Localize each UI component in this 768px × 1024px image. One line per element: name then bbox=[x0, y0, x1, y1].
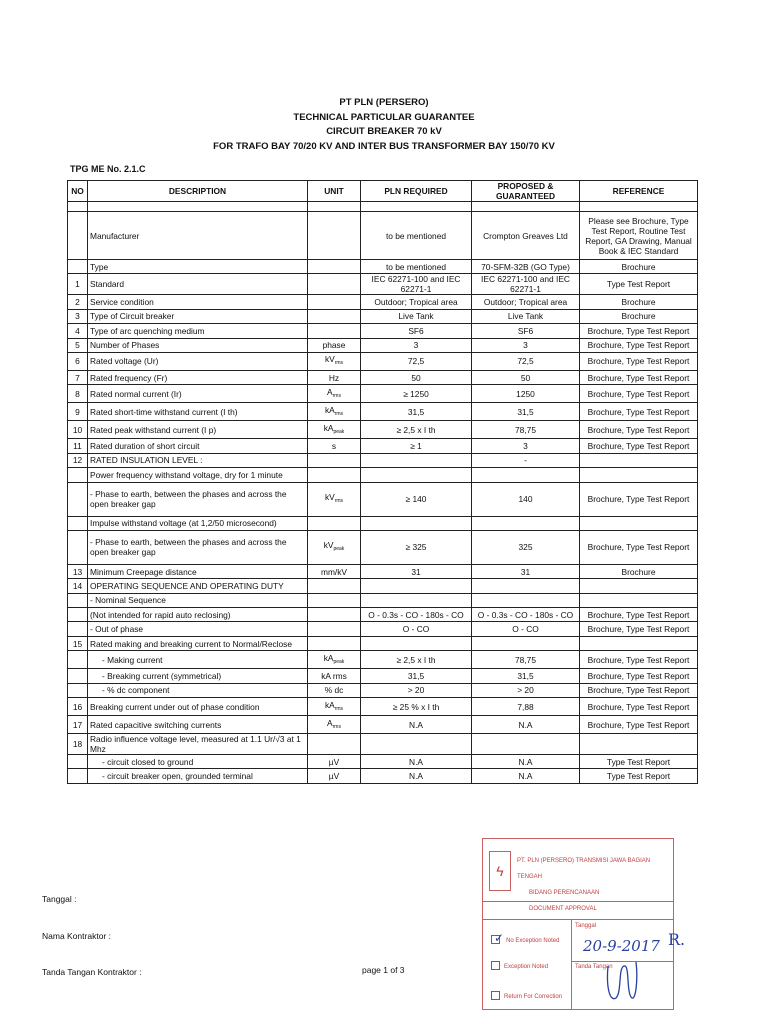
cell-pln-required: N.A bbox=[361, 769, 472, 783]
cell-unit bbox=[308, 260, 361, 274]
cell-proposed: O - CO bbox=[472, 622, 580, 636]
cell-pln-required: SF6 bbox=[361, 324, 472, 338]
stamp-divider bbox=[571, 919, 572, 1009]
cell-pln-required: > 20 bbox=[361, 683, 472, 697]
table-row bbox=[68, 716, 698, 734]
cell-reference: Brochure, Type Test Report bbox=[580, 324, 698, 338]
col-reference: REFERENCE bbox=[580, 181, 698, 202]
cell-unit bbox=[308, 593, 361, 607]
table-row bbox=[68, 698, 698, 716]
cell-reference: Type Test Report bbox=[580, 274, 698, 295]
cell-reference: Brochure, Type Test Report bbox=[580, 683, 698, 697]
cell-unit: $A_{rms}$ bbox=[308, 716, 361, 734]
cell-unit: $kV_{rms}$ bbox=[308, 352, 361, 370]
table-row bbox=[68, 295, 698, 309]
stamp-option-return: Return For Correction bbox=[491, 991, 562, 1000]
stamp-tanggal-label: Tanggal bbox=[575, 923, 597, 929]
cell-reference: Brochure, Type Test Report bbox=[580, 421, 698, 439]
cell-reference bbox=[580, 579, 698, 593]
table-row bbox=[68, 468, 698, 482]
cell-unit: s bbox=[308, 439, 361, 453]
cell-proposed: 70-SFM-32B (GO Type) bbox=[472, 260, 580, 274]
cell-reference: Brochure, Type Test Report bbox=[580, 651, 698, 669]
cell-pln-required: 3 bbox=[361, 338, 472, 352]
cell-proposed bbox=[472, 202, 580, 212]
cell-description: OPERATING SEQUENCE AND OPERATING DUTY bbox=[88, 579, 308, 593]
cell-description: Breaking current under out of phase condition bbox=[88, 698, 308, 716]
cell-description: Rated making and breaking current to Normal/Reclose bbox=[88, 636, 308, 650]
cell-description: - Phase to earth, between the phases and across the open breaker gap bbox=[88, 482, 308, 516]
stamp-option-no-exception: ✓ No Exception Noted bbox=[491, 931, 559, 945]
cell-no: 6 bbox=[68, 352, 88, 370]
cell-description: Type of arc quenching medium bbox=[88, 324, 308, 338]
cell-description: - % dc component bbox=[88, 683, 308, 697]
cell-no: 11 bbox=[68, 439, 88, 453]
cell-no: 13 bbox=[68, 564, 88, 578]
cell-pln-required: 31 bbox=[361, 564, 472, 578]
cell-reference bbox=[580, 202, 698, 212]
cell-proposed: Outdoor; Tropical area bbox=[472, 295, 580, 309]
cell-unit bbox=[308, 274, 361, 295]
cell-unit: mm/kV bbox=[308, 564, 361, 578]
cell-proposed: IEC 62271-100 and IEC 62271-1 bbox=[472, 274, 580, 295]
cell-unit: $kV_{rms}$ bbox=[308, 482, 361, 516]
cell-reference: Brochure, Type Test Report bbox=[580, 530, 698, 564]
cell-proposed: 50 bbox=[472, 370, 580, 384]
cell-pln-required bbox=[361, 636, 472, 650]
cell-description: Rated duration of short circuit bbox=[88, 439, 308, 453]
cell-unit: % dc bbox=[308, 683, 361, 697]
stamp-divider bbox=[483, 919, 673, 920]
cell-proposed bbox=[472, 579, 580, 593]
cell-reference: Brochure, Type Test Report bbox=[580, 439, 698, 453]
cell-pln-required: 31,5 bbox=[361, 669, 472, 683]
cell-proposed: 31,5 bbox=[472, 669, 580, 683]
table-row bbox=[68, 734, 698, 755]
cell-proposed: 31 bbox=[472, 564, 580, 578]
cell-pln-required: ≥ 325 bbox=[361, 530, 472, 564]
table-header-row bbox=[68, 181, 698, 202]
cell-unit: phase bbox=[308, 338, 361, 352]
cell-no bbox=[68, 530, 88, 564]
cell-proposed: 140 bbox=[472, 482, 580, 516]
cell-no bbox=[68, 755, 88, 769]
cell-proposed: O - 0.3s - CO - 180s - CO bbox=[472, 608, 580, 622]
cell-pln-required bbox=[361, 453, 472, 467]
approval-stamp bbox=[482, 838, 674, 1010]
table-row bbox=[68, 370, 698, 384]
cell-reference: Brochure, Type Test Report bbox=[580, 352, 698, 370]
table-row bbox=[68, 403, 698, 421]
cell-no bbox=[68, 260, 88, 274]
cell-no: 12 bbox=[68, 453, 88, 467]
table-row bbox=[68, 683, 698, 697]
stamp-org-line1: PT. PLN (PERSERO) TRANSMISI JAWA BAGIAN TENGAH bbox=[517, 858, 651, 880]
cell-no bbox=[68, 683, 88, 697]
cell-pln-required: 50 bbox=[361, 370, 472, 384]
cell-reference: Brochure, Type Test Report bbox=[580, 608, 698, 622]
checkbox-icon bbox=[491, 961, 500, 970]
cell-no: 7 bbox=[68, 370, 88, 384]
cell-reference: Brochure, Type Test Report bbox=[580, 622, 698, 636]
table-row bbox=[68, 622, 698, 636]
table-row bbox=[68, 338, 698, 352]
cell-pln-required: IEC 62271-100 and IEC 62271-1 bbox=[361, 274, 472, 295]
col-unit: UNIT bbox=[308, 181, 361, 202]
footer-nama-kontraktor: Nama Kontraktor : bbox=[42, 931, 111, 941]
table-row bbox=[68, 309, 698, 323]
cell-proposed: 78,75 bbox=[472, 651, 580, 669]
col-pln-required: PLN REQUIRED bbox=[361, 181, 472, 202]
cell-proposed: 325 bbox=[472, 530, 580, 564]
cell-pln-required: ≥ 2,5 x I th bbox=[361, 421, 472, 439]
cell-unit bbox=[308, 212, 361, 260]
table-row bbox=[68, 212, 698, 260]
table-row bbox=[68, 579, 698, 593]
table-row bbox=[68, 202, 698, 212]
cell-no: 2 bbox=[68, 295, 88, 309]
cell-proposed: 3 bbox=[472, 338, 580, 352]
cell-proposed: 1250 bbox=[472, 385, 580, 403]
cell-proposed bbox=[472, 593, 580, 607]
stamp-date: 20-9-2017 bbox=[583, 937, 660, 955]
cell-pln-required: Live Tank bbox=[361, 309, 472, 323]
table-row bbox=[68, 260, 698, 274]
cell-pln-required bbox=[361, 579, 472, 593]
cell-description: Type of Circuit breaker bbox=[88, 309, 308, 323]
cell-unit: Hz bbox=[308, 370, 361, 384]
header-company: PT PLN (PERSERO) bbox=[339, 97, 429, 108]
table-row bbox=[68, 593, 698, 607]
cell-description: Rated capacitive switching currents bbox=[88, 716, 308, 734]
cell-unit bbox=[308, 579, 361, 593]
cell-proposed: - bbox=[472, 453, 580, 467]
col-proposed: PROPOSED & GUARANTEED bbox=[472, 181, 580, 202]
header-doc-type: TECHNICAL PARTICULAR GUARANTEE bbox=[293, 111, 475, 123]
table-row bbox=[68, 439, 698, 453]
cell-reference: Brochure, Type Test Report bbox=[580, 669, 698, 683]
table-row bbox=[68, 274, 698, 295]
cell-no: 15 bbox=[68, 636, 88, 650]
table-row bbox=[68, 385, 698, 403]
cell-no: 10 bbox=[68, 421, 88, 439]
stamp-org bbox=[517, 853, 673, 917]
table-row bbox=[68, 564, 698, 578]
cell-pln-required: O - 0.3s - CO - 180s - CO bbox=[361, 608, 472, 622]
cell-pln-required: Outdoor; Tropical area bbox=[361, 295, 472, 309]
cell-unit: $kA_{rms}$ bbox=[308, 403, 361, 421]
cell-reference: Please see Brochure, Type Test Report, Routine Test Report, GA Drawing, Manual Book & IEC Standard bbox=[580, 212, 698, 260]
cell-pln-required: 72,5 bbox=[361, 352, 472, 370]
cell-unit: µV bbox=[308, 755, 361, 769]
cell-no: 5 bbox=[68, 338, 88, 352]
cell-unit bbox=[308, 202, 361, 212]
cell-reference bbox=[580, 453, 698, 467]
cell-proposed: 7,88 bbox=[472, 698, 580, 716]
handwritten-mark: R. bbox=[668, 930, 686, 949]
cell-description: Standard bbox=[88, 274, 308, 295]
cell-no: 9 bbox=[68, 403, 88, 421]
checkmark-icon: ✓ bbox=[494, 931, 505, 945]
stamp-ttd-label: Tanda Tangan bbox=[575, 964, 613, 970]
cell-no: 1 bbox=[68, 274, 88, 295]
cell-reference: Brochure, Type Test Report bbox=[580, 385, 698, 403]
cell-unit: kA rms bbox=[308, 669, 361, 683]
cell-description: Number of Phases bbox=[88, 338, 308, 352]
cell-proposed bbox=[472, 636, 580, 650]
cell-reference: Brochure bbox=[580, 295, 698, 309]
doc-number: TPG ME No. 2.1.C bbox=[70, 164, 146, 174]
cell-proposed bbox=[472, 468, 580, 482]
cell-description: - Nominal Sequence bbox=[88, 593, 308, 607]
table-row bbox=[68, 530, 698, 564]
cell-proposed: > 20 bbox=[472, 683, 580, 697]
cell-unit bbox=[308, 608, 361, 622]
cell-description: Rated frequency (Fr) bbox=[88, 370, 308, 384]
cell-proposed: 72,5 bbox=[472, 352, 580, 370]
cell-reference: Brochure bbox=[580, 309, 698, 323]
cell-pln-required: ≥ 1 bbox=[361, 439, 472, 453]
cell-no: 4 bbox=[68, 324, 88, 338]
cell-no: 16 bbox=[68, 698, 88, 716]
cell-description: - circuit breaker open, grounded terminal bbox=[88, 769, 308, 783]
col-description: DESCRIPTION bbox=[88, 181, 308, 202]
cell-unit: $kV_{peak}$ bbox=[308, 530, 361, 564]
cell-proposed: 3 bbox=[472, 439, 580, 453]
table-row bbox=[68, 516, 698, 530]
cell-proposed: 78,75 bbox=[472, 421, 580, 439]
cell-description: Type bbox=[88, 260, 308, 274]
pln-logo-icon: ϟ bbox=[489, 851, 511, 891]
cell-proposed: Crompton Greaves Ltd bbox=[472, 212, 580, 260]
cell-unit bbox=[308, 295, 361, 309]
cell-pln-required: ≥ 1250 bbox=[361, 385, 472, 403]
table-row bbox=[68, 769, 698, 783]
cell-description: - Breaking current (symmetrical) bbox=[88, 669, 308, 683]
cell-description: RATED INSULATION LEVEL : bbox=[88, 453, 308, 467]
cell-description: Power frequency withstand voltage, dry for 1 minute bbox=[88, 468, 308, 482]
header-equipment: CIRCUIT BREAKER 70 kV bbox=[326, 126, 442, 137]
cell-description: Rated short-time withstand current (I th) bbox=[88, 403, 308, 421]
cell-reference: Type Test Report bbox=[580, 769, 698, 783]
cell-pln-required: ≥ 25 % x I th bbox=[361, 698, 472, 716]
cell-no: 3 bbox=[68, 309, 88, 323]
cell-unit bbox=[308, 516, 361, 530]
cell-proposed: N.A bbox=[472, 716, 580, 734]
cell-unit: $kA_{peak}$ bbox=[308, 651, 361, 669]
table-row bbox=[68, 669, 698, 683]
cell-description: - Out of phase bbox=[88, 622, 308, 636]
cell-reference: Brochure bbox=[580, 564, 698, 578]
cell-no bbox=[68, 622, 88, 636]
cell-description: Rated normal current (Ir) bbox=[88, 385, 308, 403]
cell-proposed: SF6 bbox=[472, 324, 580, 338]
cell-unit bbox=[308, 734, 361, 755]
stamp-org-line3: DOCUMENT APPROVAL bbox=[529, 906, 597, 912]
cell-reference bbox=[580, 516, 698, 530]
footer-tanggal: Tanggal : bbox=[42, 894, 77, 904]
cell-unit bbox=[308, 636, 361, 650]
page-number: page 1 of 3 bbox=[362, 965, 405, 975]
col-no: NO bbox=[68, 181, 88, 202]
cell-proposed: N.A bbox=[472, 769, 580, 783]
cell-reference: Brochure, Type Test Report bbox=[580, 370, 698, 384]
checkbox-icon bbox=[491, 991, 500, 1000]
cell-description: - Phase to earth, between the phases and across the open breaker gap bbox=[88, 530, 308, 564]
signature-icon bbox=[602, 958, 642, 1008]
cell-description: Radio influence voltage level, measured at 1.1 Ur/√3 at 1 Mhz bbox=[88, 734, 308, 755]
cell-no bbox=[68, 482, 88, 516]
cell-pln-required: to be mentioned bbox=[361, 260, 472, 274]
cell-no bbox=[68, 608, 88, 622]
cell-unit bbox=[308, 453, 361, 467]
table-row bbox=[68, 755, 698, 769]
cell-no bbox=[68, 468, 88, 482]
stamp-option-exception: Exception Noted bbox=[491, 961, 548, 970]
cell-pln-required: N.A bbox=[361, 716, 472, 734]
cell-pln-required: ≥ 140 bbox=[361, 482, 472, 516]
cell-unit: $A_{rms}$ bbox=[308, 385, 361, 403]
cell-description: Service condition bbox=[88, 295, 308, 309]
cell-no bbox=[68, 212, 88, 260]
stamp-org-line2: BIDANG PERENCANAAN bbox=[529, 890, 600, 896]
cell-reference: Type Test Report bbox=[580, 755, 698, 769]
header-scope: FOR TRAFO BAY 70/20 KV AND INTER BUS TRANSFORMER BAY 150/70 KV bbox=[213, 140, 555, 152]
cell-unit: $kA_{rms}$ bbox=[308, 698, 361, 716]
table-row bbox=[68, 482, 698, 516]
table-row bbox=[68, 421, 698, 439]
cell-no: 18 bbox=[68, 734, 88, 755]
cell-no bbox=[68, 669, 88, 683]
cell-description: Rated voltage (Ur) bbox=[88, 352, 308, 370]
cell-reference bbox=[580, 734, 698, 755]
cell-description: Minimum Creepage distance bbox=[88, 564, 308, 578]
cell-reference bbox=[580, 593, 698, 607]
table-row bbox=[68, 324, 698, 338]
cell-unit bbox=[308, 309, 361, 323]
cell-pln-required bbox=[361, 468, 472, 482]
cell-unit bbox=[308, 622, 361, 636]
table-body bbox=[68, 202, 698, 784]
cell-no bbox=[68, 516, 88, 530]
cell-pln-required bbox=[361, 593, 472, 607]
cell-pln-required: O - CO bbox=[361, 622, 472, 636]
spec-table bbox=[67, 180, 698, 784]
cell-unit: µV bbox=[308, 769, 361, 783]
cell-reference: Brochure, Type Test Report bbox=[580, 716, 698, 734]
table-row bbox=[68, 453, 698, 467]
table-row bbox=[68, 352, 698, 370]
cell-unit: $kA_{peak}$ bbox=[308, 421, 361, 439]
cell-pln-required: 31,5 bbox=[361, 403, 472, 421]
cell-pln-required: ≥ 2,5 x I th bbox=[361, 651, 472, 669]
cell-unit bbox=[308, 324, 361, 338]
cell-proposed: 31,5 bbox=[472, 403, 580, 421]
cell-description: Manufacturer bbox=[88, 212, 308, 260]
table-row bbox=[68, 636, 698, 650]
cell-pln-required bbox=[361, 516, 472, 530]
cell-unit bbox=[308, 468, 361, 482]
stamp-divider bbox=[483, 901, 673, 902]
cell-no bbox=[68, 769, 88, 783]
cell-reference: Brochure, Type Test Report bbox=[580, 338, 698, 352]
cell-proposed: Live Tank bbox=[472, 309, 580, 323]
cell-pln-required bbox=[361, 734, 472, 755]
cell-description: (Not intended for rapid auto reclosing) bbox=[88, 608, 308, 622]
cell-no: 8 bbox=[68, 385, 88, 403]
cell-reference: Brochure bbox=[580, 260, 698, 274]
cell-no bbox=[68, 202, 88, 212]
cell-reference bbox=[580, 468, 698, 482]
cell-description bbox=[88, 202, 308, 212]
table-row bbox=[68, 608, 698, 622]
cell-description: Impulse withstand voltage (at 1,2/50 microsecond) bbox=[88, 516, 308, 530]
document-header bbox=[0, 96, 768, 154]
cell-pln-required bbox=[361, 202, 472, 212]
cell-proposed bbox=[472, 516, 580, 530]
cell-description: - circuit closed to ground bbox=[88, 755, 308, 769]
cell-proposed: N.A bbox=[472, 755, 580, 769]
cell-pln-required: to be mentioned bbox=[361, 212, 472, 260]
cell-no: 14 bbox=[68, 579, 88, 593]
cell-reference: Brochure, Type Test Report bbox=[580, 482, 698, 516]
cell-no: 17 bbox=[68, 716, 88, 734]
cell-pln-required: N.A bbox=[361, 755, 472, 769]
table-row bbox=[68, 651, 698, 669]
footer-tanda-tangan: Tanda Tangan Kontraktor : bbox=[42, 967, 142, 977]
cell-reference: Brochure, Type Test Report bbox=[580, 698, 698, 716]
cell-no bbox=[68, 593, 88, 607]
cell-description: Rated peak withstand current (I p) bbox=[88, 421, 308, 439]
cell-description: - Making current bbox=[88, 651, 308, 669]
cell-no bbox=[68, 651, 88, 669]
cell-reference: Brochure, Type Test Report bbox=[580, 403, 698, 421]
cell-proposed bbox=[472, 734, 580, 755]
cell-reference bbox=[580, 636, 698, 650]
